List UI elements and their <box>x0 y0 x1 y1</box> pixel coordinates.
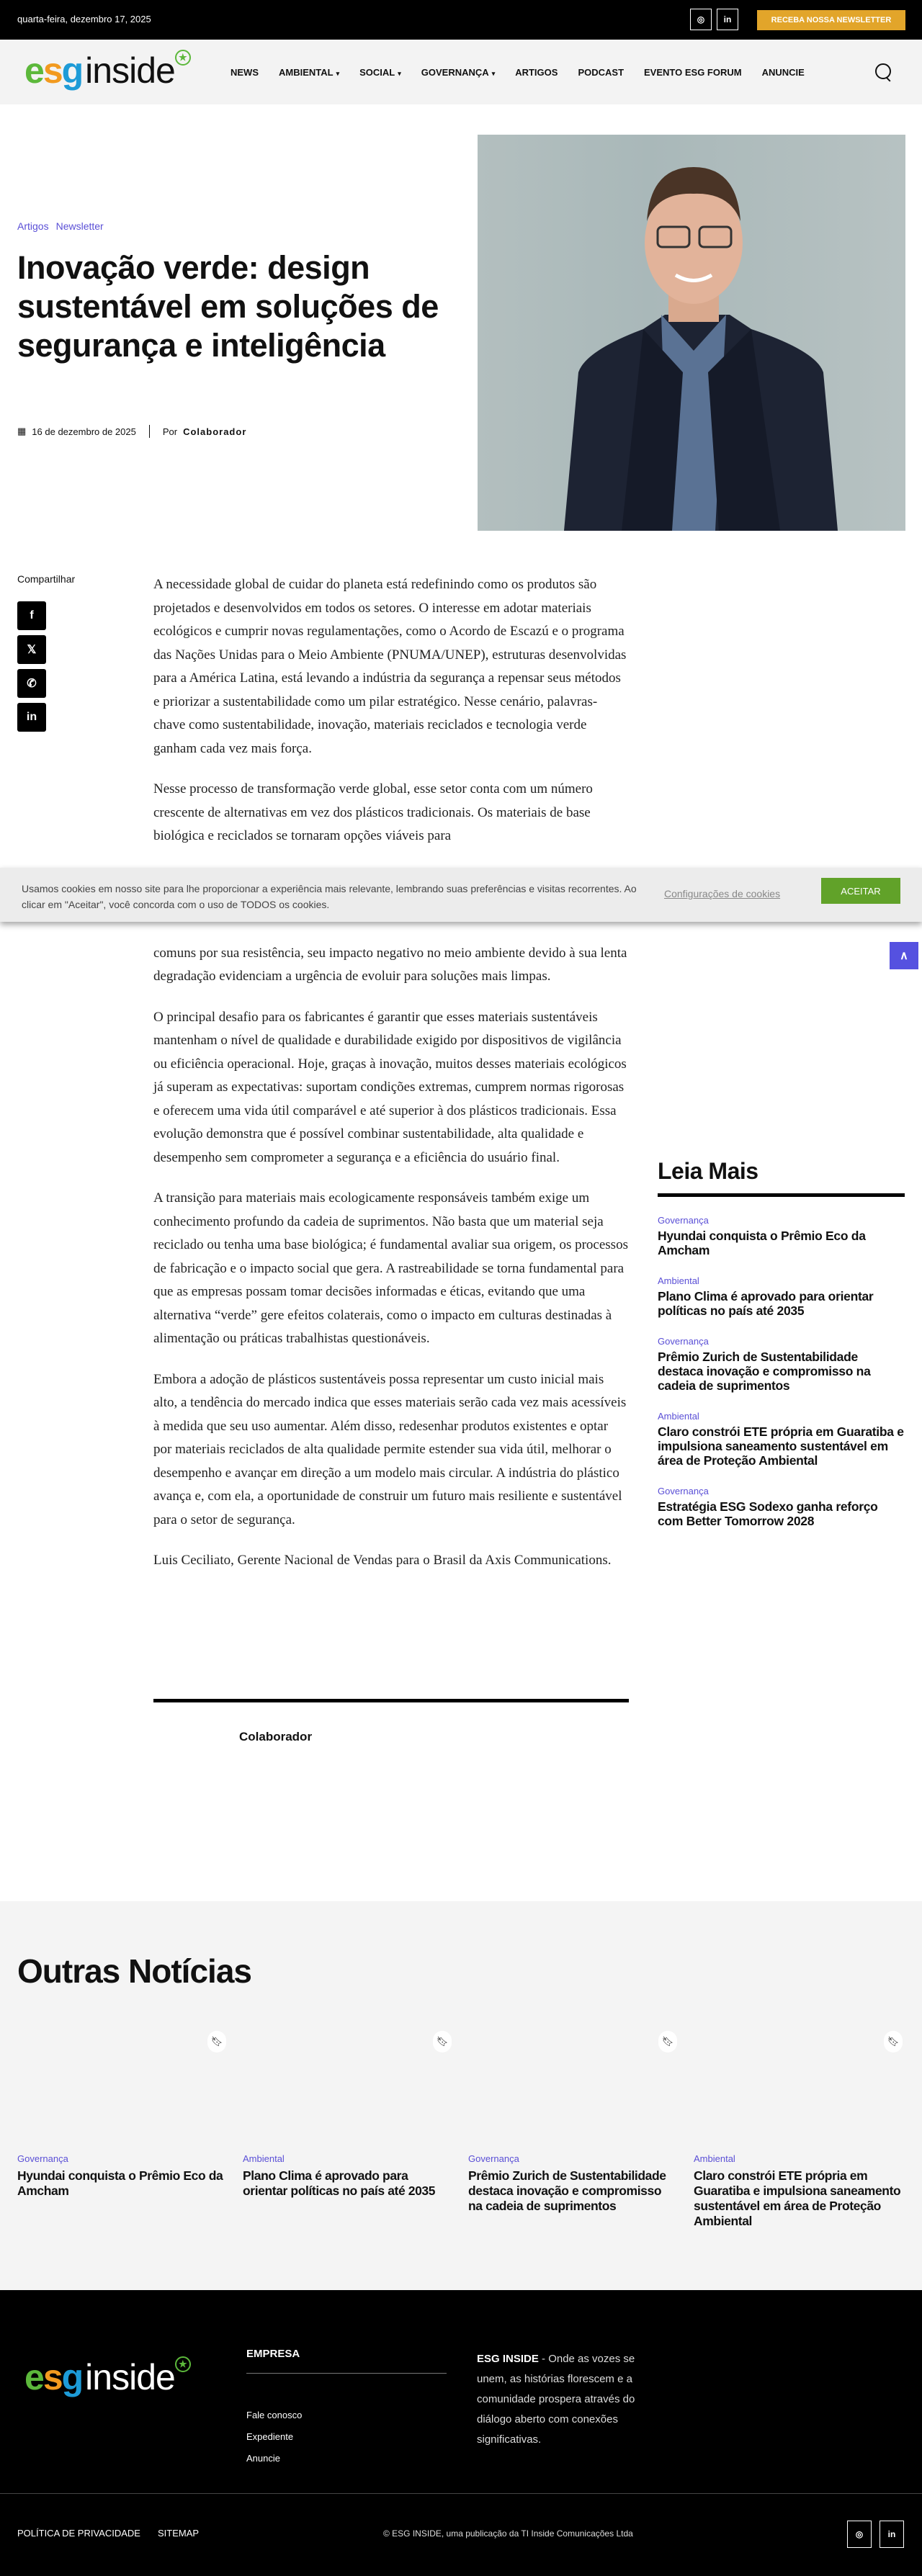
linkedin-icon[interactable]: in <box>717 9 738 30</box>
portrait-photo <box>478 135 905 531</box>
category-link[interactable]: Newsletter <box>55 220 104 232</box>
logo-g: g <box>61 2357 83 2397</box>
list-item[interactable] <box>658 1275 905 1318</box>
card-category[interactable]: Governança <box>468 2153 519 2164</box>
card-title[interactable]: Prêmio Zurich de Sustentabilidade destaca inovação e compromisso na cadeia de suprimentos <box>468 2168 666 2213</box>
logo-e: e <box>24 2357 43 2397</box>
instagram-icon[interactable]: ◎ <box>847 2521 872 2548</box>
logo-inside: inside <box>85 2357 175 2397</box>
nav-ambiental[interactable] <box>279 67 339 78</box>
card-image[interactable] <box>694 1995 903 2139</box>
card-title[interactable]: Plano Clima é aprovado para orientar políticas no país até 2035 <box>243 2168 436 2198</box>
chevron-down-icon: ▾ <box>491 70 496 77</box>
author-divider <box>153 1699 629 1702</box>
paragraph: Luis Ceciliato, Gerente Nacional de Vendas para o Brasil da Axis Communications. <box>153 1553 612 1568</box>
logo-e: e <box>24 50 43 91</box>
nav-artigos[interactable] <box>515 67 558 78</box>
list-item[interactable] <box>658 1215 905 1257</box>
instagram-icon[interactable]: ◎ <box>690 9 712 30</box>
bookmark-icon[interactable]: 🔖︎ <box>433 2031 452 2052</box>
paragraph: A transição para materiais mais ecologicamente responsáveis também exige um conhecimento profundo da cadeia de suprimentos. Não basta que um material seja reciclado ou tenha uma base biológica; é fundamental avaliar sua origem, os processos de fabricação e o impacto social que gera. A rastreabilidade se torna fundamental para que as empresas possam tomar decisões informadas e éticas, evitando que uma alternativa “verde” gere efeitos colaterais, como o impacto em culturas destinadas à alimentação ou práticas trabalhistas questionáveis. <box>153 1190 628 1346</box>
publish-date: 16 de dezembro de 2025 <box>32 426 136 437</box>
logo-inside: inside <box>85 50 175 91</box>
calendar-icon: ▦ <box>17 426 27 436</box>
article-categories <box>17 220 104 232</box>
cookie-banner <box>0 868 922 922</box>
item-category[interactable]: Ambiental <box>658 1275 699 1286</box>
other-news-section <box>0 1901 922 2290</box>
card-image[interactable] <box>17 1995 226 2139</box>
card-category[interactable]: Governança <box>17 2153 68 2164</box>
article-meta <box>17 425 246 438</box>
divider <box>149 425 150 438</box>
card-title[interactable]: Hyundai conquista o Prêmio Eco da Amcham <box>17 2168 223 2198</box>
cookie-settings-link[interactable]: Configurações de cookies <box>664 888 781 899</box>
whatsapp-share-icon[interactable]: ✆ <box>17 669 46 698</box>
nav-label: AMBIENTAL <box>279 67 334 78</box>
item-title[interactable]: Estratégia ESG Sodexo ganha reforço com Better Tomorrow 2028 <box>658 1499 878 1528</box>
author-box-name[interactable]: Colaborador <box>239 1730 313 1743</box>
linkedin-share-icon[interactable]: in <box>17 703 46 732</box>
category-link[interactable]: Artigos <box>17 220 49 232</box>
site-logo[interactable] <box>24 50 191 91</box>
search-icon[interactable] <box>875 63 891 79</box>
read-more-title: Leia Mais <box>658 1158 905 1197</box>
about-brand: ESG INSIDE <box>477 2353 539 2365</box>
page-title: Inovação verde: design sustentável em soluções de segurança e inteligência <box>17 249 439 364</box>
paragraph: Nesse processo de transformação verde global, esse setor conta com um número crescente de alternativas em vez dos plásticos tradicionais. Os materiais de base biológica e reciclados se tornaram opções viáveis para <box>153 781 593 843</box>
news-card[interactable] <box>17 1995 226 2199</box>
share-label: Compartilhar <box>17 573 76 585</box>
nav-evento[interactable] <box>644 67 742 78</box>
nav-label: NEWS <box>230 67 259 78</box>
footer-heading: EMPRESA <box>246 2348 447 2374</box>
footer-divider <box>0 2493 922 2494</box>
star-icon: ★ <box>175 2356 191 2372</box>
logo-s: s <box>42 2357 62 2397</box>
bookmark-icon[interactable]: 🔖︎ <box>658 2031 677 2052</box>
about-text: - Onde as vozes se unem, as histórias florescem e a comunidade prospera através do diálogo aberto com conexões significativas. <box>477 2353 635 2446</box>
footer-link[interactable]: Fale conosco <box>246 2410 303 2420</box>
nav-governanca[interactable] <box>421 67 495 78</box>
item-title[interactable]: Prêmio Zurich de Sustentabilidade destaca inovação e compromisso na cadeia de suprimentos <box>658 1350 871 1393</box>
paragraph: comuns por sua resistência, seu impacto negativo no meio ambiente devido à sua lenta degradação evidenciam a urgência de evoluir para soluções mais limpas. <box>153 945 627 984</box>
news-card[interactable] <box>243 1995 452 2199</box>
nav-label: EVENTO ESG FORUM <box>644 67 742 78</box>
nav-label: PODCAST <box>578 67 625 78</box>
author-link[interactable]: Colaborador <box>183 426 247 437</box>
nav-anuncie[interactable] <box>762 67 805 78</box>
privacy-link[interactable]: POLÍTICA DE PRIVACIDADE <box>17 2528 140 2539</box>
read-more-sidebar <box>658 1158 905 1528</box>
article-body <box>153 573 629 1590</box>
hero-image <box>478 135 905 531</box>
logo-s: s <box>42 50 62 91</box>
bookmark-icon[interactable]: 🔖︎ <box>207 2031 226 2052</box>
star-icon: ★ <box>175 50 191 66</box>
card-title[interactable]: Claro constrói ETE própria em Guaratiba e impulsiona saneamento sustentável em área de Proteção Ambiental <box>694 2168 901 2228</box>
linkedin-icon[interactable]: in <box>880 2521 904 2548</box>
accept-cookies-button[interactable]: ACEITAR <box>821 878 900 904</box>
nav-label: SOCIAL <box>359 67 395 78</box>
cookie-text: Usamos cookies em nosso site para lhe proporcionar a experiência mais relevante, lembrando suas preferências e visitas recorrentes. Ao clicar em "Aceitar", você concorda com o uso de TODOS os cookies. <box>22 883 637 910</box>
by-label: Por <box>162 426 178 437</box>
list-item[interactable] <box>658 1486 905 1528</box>
current-date: quarta-feira, dezembro 17, 2025 <box>17 14 151 24</box>
logo-g: g <box>61 50 83 91</box>
nav-social[interactable] <box>359 67 401 78</box>
news-card[interactable] <box>468 1995 677 2214</box>
nav-podcast[interactable] <box>578 67 624 78</box>
card-category[interactable]: Ambiental <box>694 2153 735 2164</box>
paragraph: Embora a adoção de plásticos sustentáveis possa representar um custo inicial mais alto, a tendência do mercado indica que esses materiais serão cada vez mais acessíveis à medida que seu uso aumentar. Além disso, redesenhar produtos existentes e optar por materiais reciclados de alta qualidade permite estender sua vida útil, melhorar o desempenho e avançar em direção a um modelo mais circular. A indústria do plástico avança e, com ela, a oportunidade de construir um futuro mais resiliente e sustentável para o setor de segurança. <box>153 1371 627 1527</box>
item-category[interactable]: Ambiental <box>658 1411 699 1422</box>
nav-label: ANUNCIE <box>761 67 805 78</box>
item-title[interactable]: Claro constrói ETE própria em Guaratiba e impulsiona saneamento sustentável em área de Proteção Ambiental <box>658 1424 904 1468</box>
nav-label: GOVERNANÇA <box>421 67 489 78</box>
card-category[interactable]: Ambiental <box>243 2153 285 2164</box>
chevron-down-icon: ▾ <box>398 70 401 77</box>
nav-news[interactable] <box>230 67 259 78</box>
newsletter-button[interactable]: RECEBA NOSSA NEWSLETTER <box>757 10 905 30</box>
item-category[interactable]: Governança <box>658 1215 709 1226</box>
footer-link[interactable]: Expediente <box>246 2431 294 2442</box>
paragraph: O principal desafio para os fabricantes é garantir que esses materiais sustentáveis mantenham o nível de qualidade e durabilidade exigido por dispositivos de vigilância ou eficiência operacional. Hoje, graças à inovação, muitos desses materiais ecológicos já superam as expectativas: suportam condições extremas, cumprem normas rigorosas e oferecem uma vida útil comparável e até superior à dos plásticos tradicionais. Essa evolução demonstra que é possível combinar sustentabilidade, alta qualidade e desempenho sem comprometer a segurança e a eficiência do usuário final. <box>153 1009 627 1165</box>
bookmark-icon[interactable]: 🔖︎ <box>884 2031 903 2052</box>
list-item[interactable] <box>658 1336 905 1393</box>
paragraph: A necessidade global de cuidar do planeta está redefinindo como os produtos são projetados e desenvolvidos em todos os setores. O interesse em adotar materiais ecológicos e cumprir novas regulamentações, como o Acordo de Escazú e o programa das Nações Unidas para o Meio Ambiente (PNUMA/UNEP), estruturas desenvolvidas para a América Latina, está levando a indústria da segurança a repensar seus métodos e priorizar a sustentabilidade como um pilar estratégico. Nesse cenário, palavras-chave como sustentabilidade, inovação, materiais reciclados e tecnologia verde ganham cada vez mais força. <box>153 577 627 756</box>
chevron-down-icon: ▾ <box>336 70 340 77</box>
top-bar <box>0 0 922 40</box>
card-image[interactable] <box>468 1995 677 2139</box>
footer-about <box>477 2349 664 2450</box>
item-category[interactable]: Governança <box>658 1336 709 1347</box>
sitemap-link[interactable]: SITEMAP <box>158 2528 200 2539</box>
footer <box>0 2290 922 2576</box>
footer-link[interactable]: Anuncie <box>246 2453 280 2464</box>
item-category[interactable]: Governança <box>658 1486 709 1496</box>
item-title[interactable]: Hyundai conquista o Prêmio Eco da Amcham <box>658 1229 866 1257</box>
x-share-icon[interactable]: 𝕏 <box>17 635 46 664</box>
nav-label: ARTIGOS <box>515 67 558 78</box>
item-title[interactable]: Plano Clima é aprovado para orientar políticas no país até 2035 <box>658 1289 874 1318</box>
section-title: Outras Notícias <box>17 1952 251 1990</box>
card-image[interactable] <box>243 1995 452 2139</box>
copyright: © ESG INSIDE, uma publicação da TI Inside Comunicações Ltda <box>383 2528 633 2539</box>
scroll-to-top-icon[interactable]: ∧ <box>890 942 918 969</box>
facebook-share-icon[interactable]: f <box>17 601 46 630</box>
footer-logo[interactable] <box>24 2356 191 2398</box>
news-card[interactable] <box>694 1995 903 2229</box>
list-item[interactable] <box>658 1411 905 1468</box>
menu <box>230 67 805 78</box>
